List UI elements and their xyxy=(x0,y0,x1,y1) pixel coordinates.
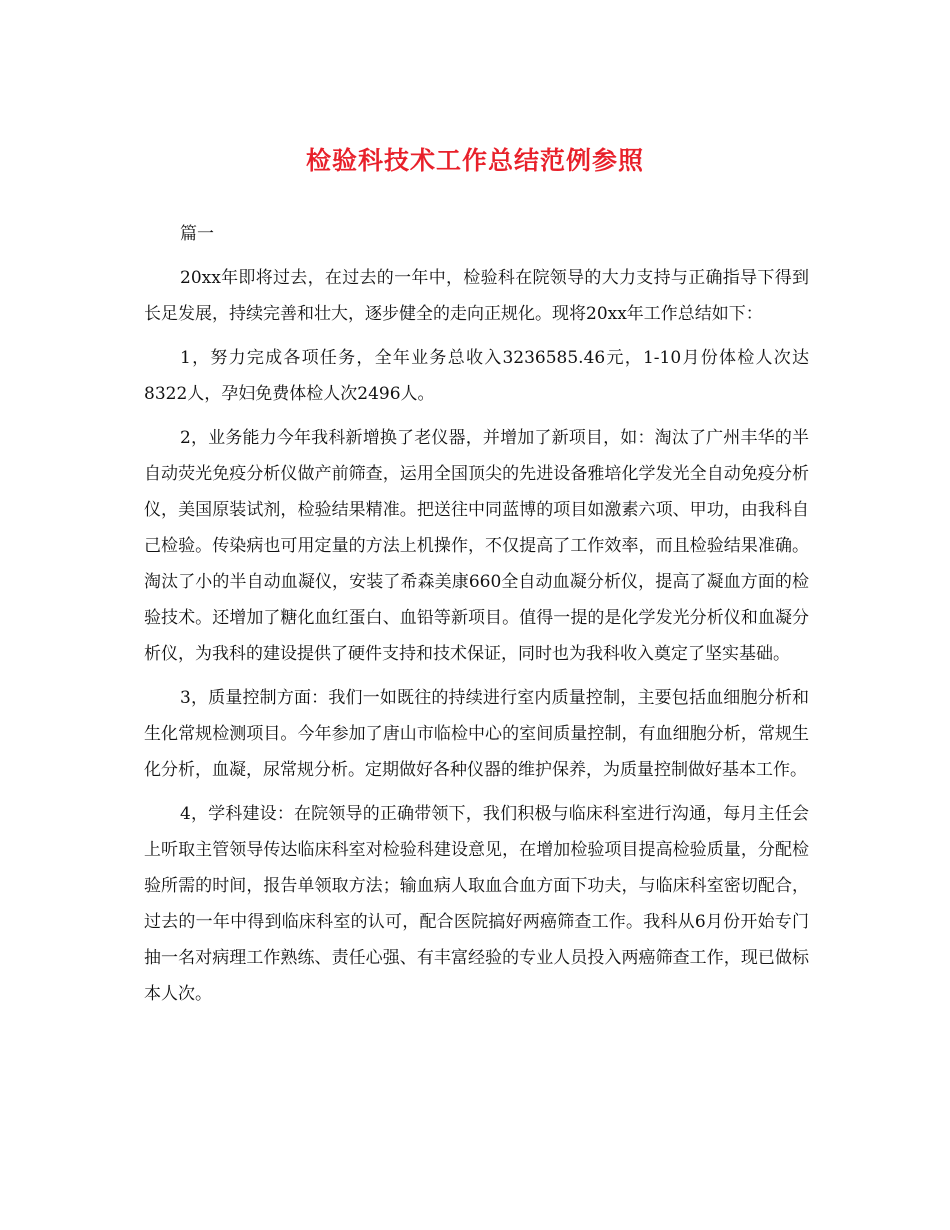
paragraph-item-2: 2，业务能力今年我科新增换了老仪器，并增加了新项目，如：淘汰了广州丰华的半自动荧光免疫分析仪做产前筛查，运用全国顶尖的先进设备雅培化学发光全自动免疫分析仪，美国原装试剂，检验结果精准。把送往中同蓝博的项目如激素六项、甲功，由我科自己检验。传染病也可用定量的方法上机操作，不仅提高了工作效率，而且检验结果准确。淘汰了小的半自动血凝仪，安装了希森美康660全自动血凝分析仪，提高了凝血方面的检验技术。还增加了糖化血红蛋白、血铅等新项目。值得一提的是化学发光分析仪和血凝分析仪，为我科的建设提供了硬件支持和技术保证，同时也为我科收入奠定了坚实基础。 xyxy=(144,428,809,664)
paragraph-item-1: 1，努力完成各项任务，全年业务总收入3236585.46元，1-10月份体检人次达8322人，孕妇免费体检人次2496人。 xyxy=(144,348,809,404)
paragraph-item-3: 3，质量控制方面：我们一如既往的持续进行室内质量控制，主要包括血细胞分析和生化常规检测项目。今年参加了唐山市临检中心的室间质量控制，有血细胞分析，常规生化分析，血凝，尿常规分析。定期做好各种仪器的维护保养，为质量控制做好基本工作。 xyxy=(144,688,809,780)
section-heading: 篇一 xyxy=(180,224,214,244)
document-title: 检验科技术工作总结范例参照 xyxy=(305,146,644,175)
paragraph-item-4: 4，学科建设：在院领导的正确带领下，我们积极与临床科室进行沟通，每月主任会上听取主管领导传达临床科室对检验科建设意见，在增加检验项目提高检验质量，分配检验所需的时间，报告单领取方法；输血病人取血合血方面下功夫，与临床科室密切配合，过去的一年中得到临床科室的认可，配合医院搞好两癌筛查工作。我科从6月份开始专门抽一名对病理工作熟练、责任心强、有丰富经验的专业人员投入两癌筛查工作，现已做标本人次。 xyxy=(144,804,809,1004)
paragraph-intro: 20xx年即将过去，在过去的一年中，检验科在院领导的大力支持与正确指导下得到长足发展，持续完善和壮大，逐步健全的走向正规化。现将20xx年工作总结如下： xyxy=(144,268,809,324)
document-body xyxy=(144,216,809,1020)
